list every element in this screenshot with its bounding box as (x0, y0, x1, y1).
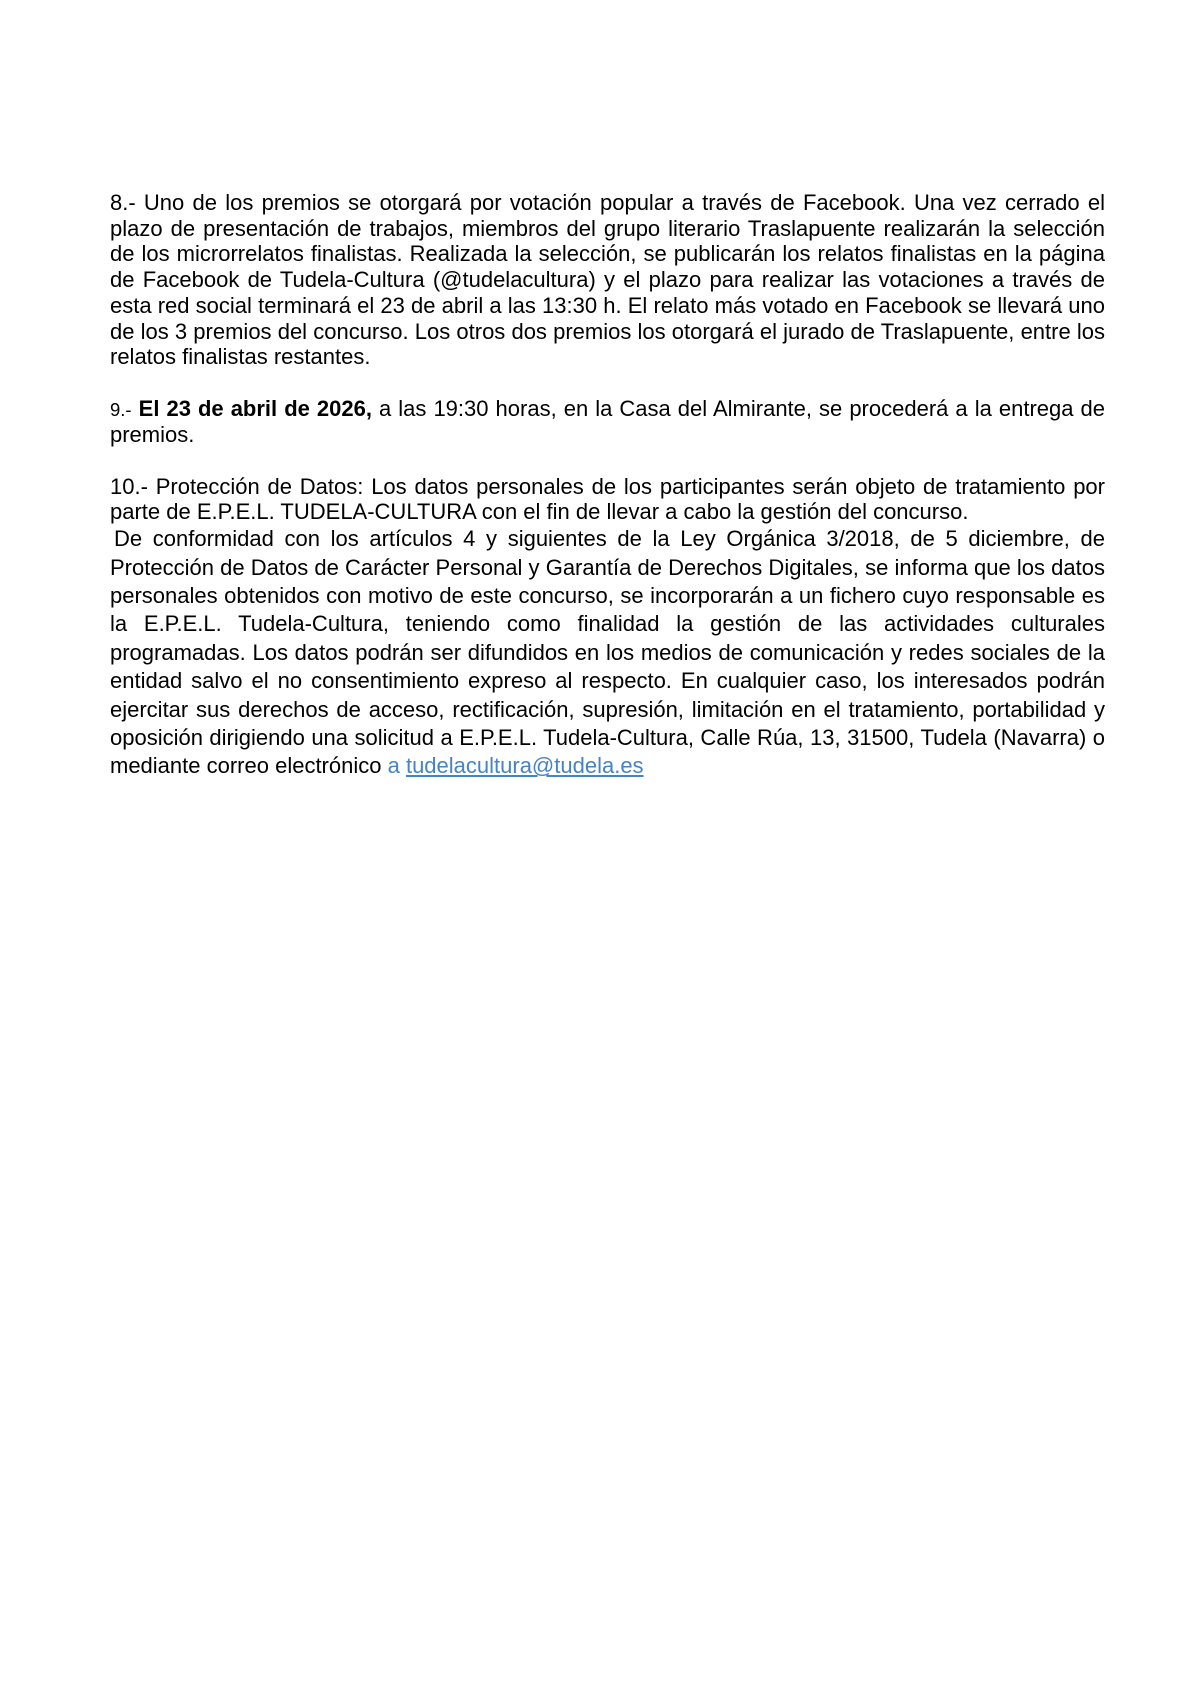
document-text-block (110, 190, 1105, 781)
text-run: El 23 de abril de 2026, (138, 395, 372, 421)
text-run: 8.- Uno de los premios se otorgará por votación popular a través de Facebook. Una vez cerrado el plazo de presentación de trabajos, miembros del grupo literario Traslapuente realizarán la selección de los microrrelatos finalistas. Realizada la selección, se publicarán los relatos finalistas en la página de Facebook de Tudela-Cultura (@tudelacultura) y el plazo para realizar las votaciones a través de esta red social terminará el 23 de abril a las 13:30 h. El relato más votado en Facebook se llevará uno de los 3 premios del concurso. Los otros dos premios los otorgará el jurado de Traslapuente, entre los relatos finalistas restantes. (110, 190, 1105, 370)
clause-8-paragraph (110, 190, 1105, 370)
clause-9-paragraph (110, 396, 1105, 448)
text-run: 10.- Protección de Datos: Los datos personales de los participantes serán objeto de tratamiento por parte de E.P.E.L. TUDELA-CULTURA con el fin de llevar a cabo la gestión del concurso. (110, 473, 1105, 525)
text-run (132, 396, 139, 421)
text-run: a las 19:30 horas, en la Casa del Almirante, se procederá a la entrega de premios. (110, 395, 1105, 448)
text-run: 9.- (110, 398, 132, 420)
email-link[interactable]: tudelacultura@tudela.es (405, 753, 644, 779)
clause-10-paragraph (110, 474, 1105, 525)
data-protection-paragraph (110, 525, 1105, 781)
text-run: De conformidad con los artículos 4 y siguientes de la Ley Orgánica 3/2018, de 5 diciembre, de Protección de Datos de Carácter Personal y Garantía de Derechos Digitales, se informa que los datos personales obtenidos con motivo de este concurso, se incorporarán a un fichero cuyo responsable es la E.P.E.L. Tudela-Cultura, teniendo como finalidad la gestión de las actividades culturales programadas. Los datos podrán ser difundidos en los medios de comunicación y redes sociales de la entidad salvo el no consentimiento expreso al respecto. En cualquier caso, los interesados podrán ejercitar sus derechos de acceso, rectificación, supresión, limitación en el tratamiento, portabilidad y oposición dirigiendo una solicitud a E.P.E.L. Tudela-Cultura, Calle Rúa, 13, 31500, Tudela (Navarra) o mediante correo electrónico (110, 526, 1105, 779)
email-link-lead: a (387, 753, 406, 779)
